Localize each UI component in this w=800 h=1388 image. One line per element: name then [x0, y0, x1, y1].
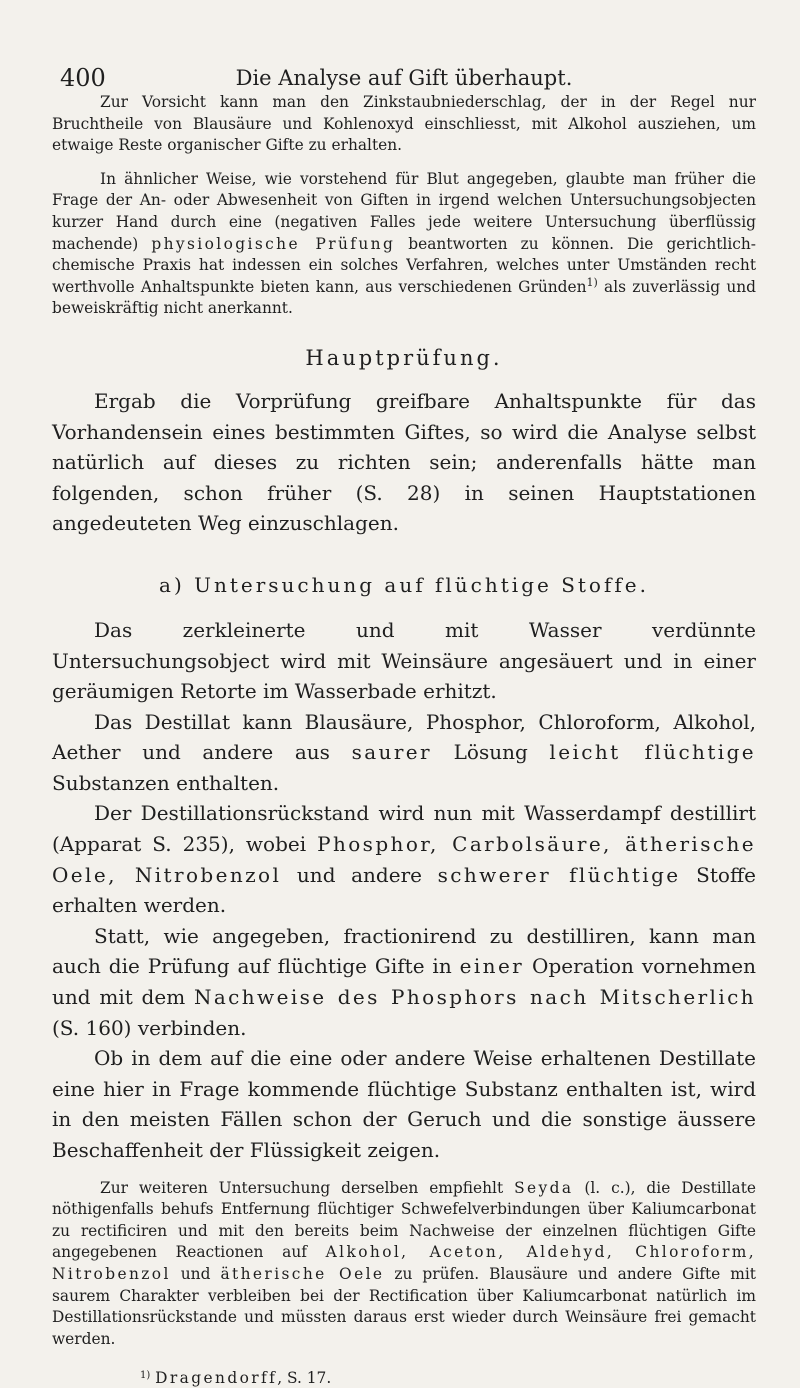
paragraph-odour: Ob in dem auf die eine oder andere Weise erhaltenen Destillate eine hier in Frage kommende flüchtige Substanz enthalten ist, wird in den meisten Fällen schon der Geruch und die sonstige äussere Beschaffenheit der Flüssigkeit zeigen.	[52, 1046, 756, 1162]
paragraph-seyda: Zur weiteren Untersuchung derselben empfiehlt Seyda (l. c.), die Destillate nöthigenfalls behufs Entfernung flüchtiger Schwefelverbindungen über Kaliumcarbonat zu rectificiren und mit den bereits beim Nachweise der einzelnen flüchtigen Gifte angegebenen Reactionen auf Alkohol, Aceton, Aldehyd, Chloroform, Nitrobenzol und ätherische Oele zu prüfen. Blausäure und andere Gifte mit saurem Charakter verbleiben bei der Rectification über Kaliumcarbonat natürlich im Destillationsrückstande und müssten daraus erst wieder durch Weinsäure frei gemacht werden.	[52, 1178, 756, 1348]
footnote-ref: , S. 17.	[277, 1369, 332, 1388]
emphasis-reagents: Alkohol, Aceton, Aldehyd, Chloroform, Nitrobenzol	[52, 1243, 756, 1283]
footnote-reference: 1)	[586, 275, 598, 289]
paragraph-distillation-setup: Das zerkleinerte und mit Wasser verdünnte Untersuchungsobject wird mit Weinsäure angesäuert und in einer geräumigen Retorte im Wasserbade erhitzt.	[52, 617, 756, 704]
paragraph-distillate-contents: Das Destillat kann Blausäure, Phosphor, Chloroform, Alkohol, Aether und andere aus saurer Lösung leicht flüchtige Substanzen enthalten.	[52, 709, 757, 795]
emphasis-seyda: Seyda	[514, 1178, 574, 1197]
emphasis-mitscherlich: Nachweise des Phosphors nach Mitscherlich	[193, 985, 756, 1010]
emphasis-volatile: leicht flüchtige	[549, 740, 757, 765]
section-heading: Hauptprüfung.	[305, 345, 503, 370]
running-title: Die Analyse auf Gift überhaupt.	[235, 66, 573, 90]
paragraph-single-operation: Statt, wie angegeben, fractionirend zu destilliren, kann man auch die Prüfung auf flüchtige Gifte in einer Operation vornehmen und mit dem Nachweise des Phosphors nach Mitscherlich (S. 160) verbinden.	[52, 923, 757, 1040]
footnote	[52, 1368, 756, 1388]
emphasis-less-volatile: schwerer flüchtige	[437, 862, 681, 887]
footnote-marker: 1)	[140, 1370, 151, 1382]
footnote-author: Dragendorff	[155, 1369, 278, 1388]
paragraph-main-test: Ergab die Vorprüfung greifbare Anhaltspunkte für das Vorhandensein eines bestimmten Giftes, so wird die Analyse selbst natürlich auf dieses zu richten sein; anderenfalls hätte man folgenden, schon früher (S. 28) in seinen Hauptstationen angedeuteten Weg einzuschlagen.	[52, 388, 756, 536]
running-head	[52, 52, 756, 92]
emphasis-physiological-test: physiologische Prüfung	[151, 234, 396, 253]
paragraph-zinc-precipitate: Zur Vorsicht kann man den Zinkstaubniederschlag, der in der Regel nur Bruchtheile von Blausäure und Kohlenoxyd einschliesst, mit Alkohol ausziehen, um etwaige Reste organischer Gifte zu erhalten.	[52, 93, 756, 155]
subsection-heading: a) Untersuchung auf flüchtige Stoffe.	[159, 572, 649, 597]
paragraph-physiological-test: In ähnlicher Weise, wie vorstehend für Blut angegeben, glaubte man früher die Frage der An- oder Abwesenheit von Giften in irgend welchen Untersuchungsobjecten kurzer Hand durch eine (negativen Falles jede weitere Untersuchung überflüssig machende) physiologische Prüfung beantworten zu können. Die gerichtlich-chemische Praxis hat indessen ein solches Verfahren, welches unter Umständen recht werthvolle Anhaltspunkte bieten kann, aus verschiedenen Gründen$^{1)}$ als zuverlässig und beweiskräftig nicht anerkannt.	[52, 169, 757, 318]
emphasis-one: einer	[459, 954, 525, 979]
page-number: 400	[60, 64, 106, 92]
emphasis-substances: Phosphor, Carbolsäure, ätherische Oele, Nitrobenzol	[52, 832, 757, 887]
emphasis-oils: ätherische Oele	[220, 1264, 385, 1283]
paragraph-residue-distillation: Der Destillationsrückstand wird nun mit Wasserdampf destillirt (Apparat S. 235), wobei Phosphor, Carbolsäure, ätherische Oele, Nitrobenzol und andere schwerer flüchtige Stoffe erhalten werden.	[52, 801, 757, 918]
emphasis-acid: saurer	[351, 740, 432, 765]
